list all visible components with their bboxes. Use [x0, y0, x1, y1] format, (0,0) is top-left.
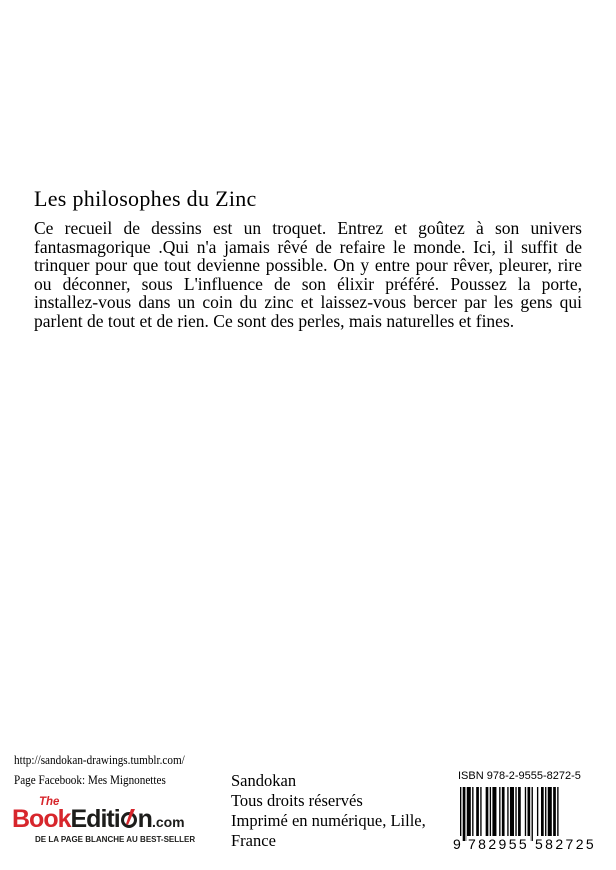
barcode-bar — [467, 787, 471, 841]
logo-the: The — [39, 796, 60, 808]
barcode-bar — [515, 787, 516, 841]
publisher-info — [231, 771, 426, 851]
barcode-digits — [452, 836, 598, 852]
barcode-bar — [476, 787, 479, 841]
logo-com: .com — [151, 814, 185, 830]
barcode-bar — [525, 787, 526, 841]
barcode-left-group: 782955 — [468, 836, 530, 852]
barcode-bar — [490, 787, 491, 841]
bookedition-logo — [13, 797, 223, 849]
barcode-bar — [537, 787, 538, 841]
logo-tagline: DE LA PAGE BLANCHE AU BEST-SELLER — [35, 835, 196, 844]
barcode-bar — [486, 787, 489, 841]
barcode-lead-digit: 9 — [453, 836, 461, 852]
rights-statement: Tous droits réservés — [231, 791, 363, 810]
barcode-bar — [528, 787, 531, 841]
author-name: Sandokan — [231, 771, 297, 790]
barcode-bar — [541, 787, 544, 841]
barcode-bar — [492, 787, 496, 841]
facebook-page: Page Facebook: Mes Mignonettes — [14, 772, 166, 787]
printing-country: France — [231, 831, 276, 850]
logo-edition: Editi — [70, 805, 120, 833]
logo-edition-end: n — [137, 805, 152, 833]
barcode-bar — [548, 787, 552, 841]
barcode-bar — [553, 787, 556, 841]
barcode-bar — [499, 787, 500, 841]
barcode-bar — [507, 787, 508, 841]
logo-book: Book — [12, 805, 71, 833]
barcode-right-group: 582725 — [535, 836, 597, 852]
barcode-bar — [502, 787, 505, 841]
logo-wordmark — [12, 804, 185, 837]
isbn-label: ISBN 978-2-9555-8272-5 — [458, 770, 581, 782]
website-url: http://sandokan-drawings.tumblr.com/ — [14, 752, 185, 767]
barcode-bar — [532, 787, 533, 841]
printing-info: Imprimé en numérique, Lille, — [231, 811, 426, 830]
barcode-bar — [472, 787, 473, 841]
barcode-bar — [463, 787, 466, 841]
pen-nib-icon — [121, 809, 137, 829]
barcode-bar — [545, 787, 546, 841]
barcode-bar — [480, 787, 481, 841]
barcode-bar — [518, 787, 521, 841]
book-title: Les philosophes du Zinc — [34, 186, 257, 211]
book-description: Ce recueil de dessins est un troquet. Entrez et goûtez à son univers fantasmagorique .Qui n'a jamais rêvé de refaire le monde. Ici, il suffit de trinquer pour que tout devienne possible. On y entre pour rêver, pleurer, rire ou déconner, sous L'influence de son élixir préféré. Poussez la porte, installez-vous dans un coin du zinc et laissez-vous bercer par les gens qui parlent de tout et de rien. Ce sont des perles, mais naturelles et fines. — [34, 218, 582, 331]
